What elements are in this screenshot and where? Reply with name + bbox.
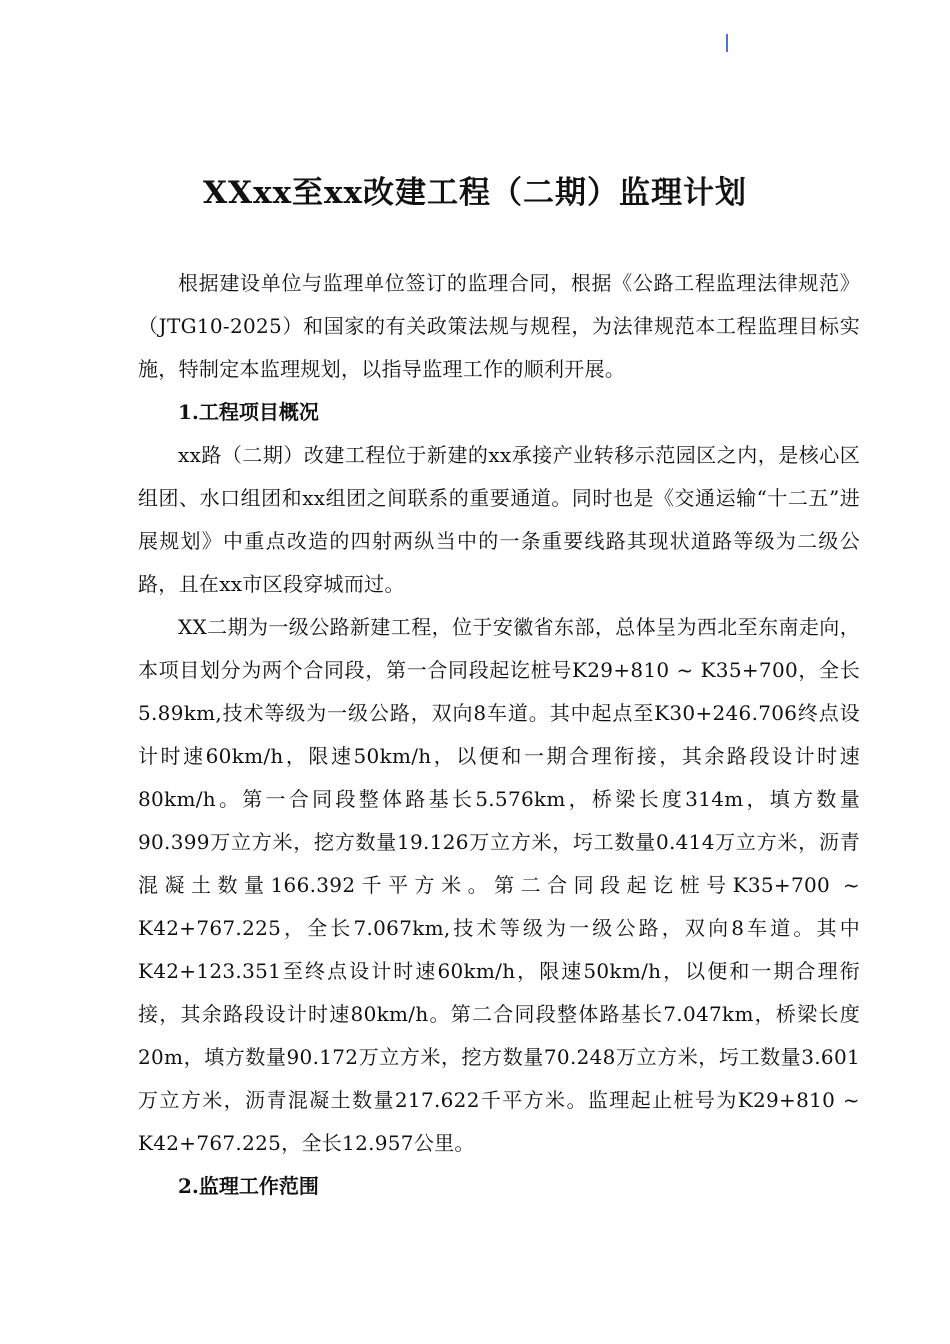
- document-body: [138, 262, 860, 1208]
- section-1-paragraph-1: xx路（二期）改建工程位于新建的xx承接产业转移示范园区之内，是核心区组团、水口组团和xx组团之间联系的重要通道。同时也是《交通运输“十二五”进展规划》中重点改造的四射两纵当中的一条重要线路其现状道路等级为二级公路，且在xx市区段穿城而过。: [138, 443, 860, 596]
- section-2-heading: 2.监理工作范围: [178, 1174, 319, 1198]
- text-cursor-mark: [726, 34, 728, 52]
- document-title: XXxx至xx改建工程（二期）监理计划: [202, 175, 748, 211]
- intro-paragraph: 根据建设单位与监理单位签订的监理合同，根据《公路工程监理法律规范》（JTG10-2025）和国家的有关政策法规与规程，为法律规范本工程监理目标实施，特制定本监理规划，以指导监理工作的顺利开展。: [138, 271, 860, 381]
- section-1-heading: 1.工程项目概况: [178, 400, 319, 424]
- section-1-paragraph-2: XX二期为一级公路新建工程，位于安徽省东部，总体呈为西北至东南走向，本项目划分为两个合同段，第一合同段起讫桩号K29+810 ~ K35+700，全长5.89km,技术等级为一级公路，双向8车道。其中起点至K30+246.706终点设计时速60km/h，限速50km/h，以便和一期合理衔接，其余路段设计时速80km/h。第一合同段整体路基长5.576km，桥梁长度314m，填方数量90.399万立方米，挖方数量19.126万立方米，圬工数量0.414万立方米，沥青混凝土数量166.392千平方米。第二合同段起讫桩号K35+700 ~ K42+767.225，全长7.067km,技术等级为一级公路，双向8车道。其中K42+123.351至终点设计时速60km/h，限速50km/h，以便和一期合理衔接，其余路段设计时速80km/h。第二合同段整体路基长7.047km，桥梁长度20m，填方数量90.172万立方米，挖方数量70.248万立方米，圬工数量3.601万立方米，沥青混凝土数量217.622千平方米。监理起止桩号为K29+810 ~ K42+767.225，全长12.957公里。: [138, 615, 860, 1155]
